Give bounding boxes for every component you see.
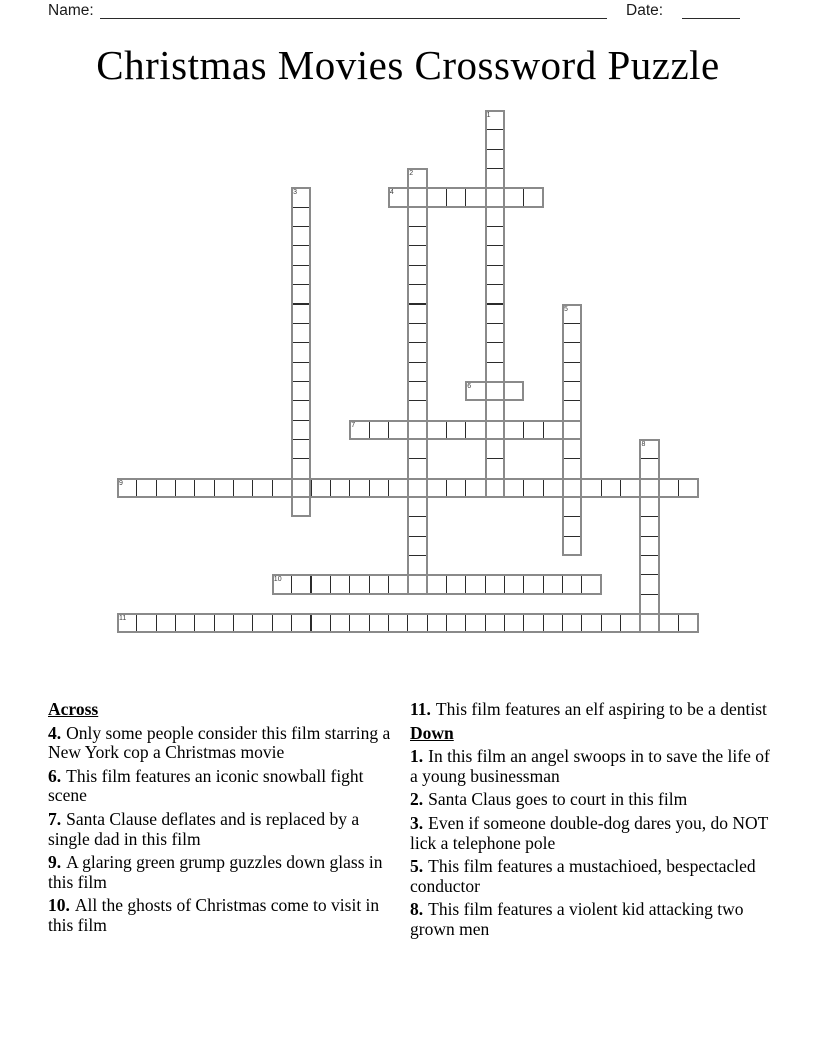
crossword-cell[interactable]: [136, 478, 156, 498]
crossword-cell[interactable]: [427, 613, 447, 633]
name-input-line[interactable]: [100, 2, 607, 19]
crossword-cell[interactable]: [349, 478, 369, 498]
crossword-cell[interactable]: [465, 478, 485, 498]
crossword-cell[interactable]: [252, 478, 272, 498]
crossword-cell[interactable]: [291, 362, 311, 382]
crossword-cell[interactable]: [175, 478, 195, 498]
crossword-cell[interactable]: [581, 478, 601, 498]
clue-text: Santa Clause deflates and is replaced by a single dad in this film: [48, 808, 360, 849]
crossword-cell[interactable]: [523, 187, 543, 207]
crossword-cell[interactable]: [407, 226, 427, 246]
crossword-cell[interactable]: [291, 265, 311, 285]
crossword-cell[interactable]: [311, 613, 331, 633]
crossword-cell[interactable]: [485, 304, 505, 324]
crossword-cell[interactable]: [485, 381, 505, 401]
page-title: Christmas Movies Crossword Puzzle: [96, 42, 720, 88]
crossword-cell[interactable]: [291, 304, 311, 324]
crossword-cell[interactable]: [659, 478, 679, 498]
across-heading: Across: [48, 699, 99, 719]
crossword-cell[interactable]: [620, 613, 640, 633]
crossword-cell[interactable]: [485, 226, 505, 246]
crossword-cell[interactable]: [291, 381, 311, 401]
crossword-cell[interactable]: [272, 478, 292, 498]
crossword-cell[interactable]: [369, 613, 389, 633]
crossword-cell[interactable]: [291, 458, 311, 478]
crossword-cell[interactable]: [407, 478, 427, 498]
crossword-cell[interactable]: [523, 420, 543, 440]
crossword-cell[interactable]: [407, 323, 427, 343]
crossword-cell[interactable]: [407, 497, 427, 517]
crossword-cell[interactable]: [639, 613, 659, 633]
crossword-cell[interactable]: [581, 574, 601, 594]
crossword-cell[interactable]: [407, 613, 427, 633]
crossword-cell[interactable]: [465, 574, 485, 594]
crossword-cell[interactable]: [407, 420, 427, 440]
clue-number-label: 7.: [48, 808, 62, 829]
crossword-cell[interactable]: [407, 536, 427, 556]
crossword-cell[interactable]: [291, 342, 311, 362]
crossword-cell[interactable]: [156, 478, 176, 498]
crossword-cell[interactable]: [291, 284, 311, 304]
crossword-cell[interactable]: [291, 497, 311, 517]
crossword-cell[interactable]: [175, 613, 195, 633]
worksheet-header: [0, 0, 816, 28]
crossword-cell[interactable]: [562, 478, 582, 498]
crossword-cell[interactable]: [330, 478, 350, 498]
crossword-cell[interactable]: [504, 187, 524, 207]
crossword-cell[interactable]: [233, 478, 253, 498]
crossword-cell[interactable]: [562, 420, 582, 440]
clue-number-label: 9.: [48, 852, 62, 873]
crossword-cell[interactable]: [446, 420, 466, 440]
clue-number-label: 4.: [48, 722, 62, 743]
crossword-cell[interactable]: [369, 574, 389, 594]
crossword-cell[interactable]: [427, 574, 447, 594]
crossword-cell[interactable]: [485, 574, 505, 594]
clue-across-9: [48, 853, 398, 892]
crossword-cell[interactable]: [639, 497, 659, 517]
date-input-line[interactable]: [682, 2, 740, 19]
crossword-cell[interactable]: [485, 245, 505, 265]
crossword-cell[interactable]: [562, 497, 582, 517]
crossword-cell[interactable]: [485, 613, 505, 633]
crossword-cell[interactable]: [388, 574, 408, 594]
crossword-cell[interactable]: [504, 574, 524, 594]
crossword-cell[interactable]: [620, 478, 640, 498]
crossword-cell[interactable]: [543, 574, 563, 594]
grid-number-11: 11: [119, 615, 127, 623]
crossword-cell[interactable]: [678, 613, 698, 633]
crossword-cell[interactable]: [562, 342, 582, 362]
crossword-cell[interactable]: [639, 458, 659, 478]
crossword-cell[interactable]: [407, 284, 427, 304]
crossword-cell[interactable]: [504, 420, 524, 440]
crossword-cell[interactable]: [214, 478, 234, 498]
clue-down-2: [410, 790, 774, 810]
crossword-cell[interactable]: [639, 574, 659, 594]
crossword-cell[interactable]: [291, 420, 311, 440]
clues-left-column: [48, 700, 398, 940]
clue-text: This film features an elf aspiring to be a dentist: [435, 699, 767, 719]
crossword-cell[interactable]: [407, 458, 427, 478]
crossword-cell[interactable]: [194, 478, 214, 498]
crossword-cell[interactable]: [485, 207, 505, 227]
crossword-cell[interactable]: [407, 207, 427, 227]
crossword-cell[interactable]: [330, 613, 350, 633]
crossword-cell[interactable]: [504, 478, 524, 498]
crossword-cell[interactable]: [543, 420, 563, 440]
crossword-cell[interactable]: [407, 304, 427, 324]
crossword-cell[interactable]: [291, 613, 311, 633]
crossword-cell[interactable]: [407, 381, 427, 401]
crossword-cell[interactable]: [523, 613, 543, 633]
clue-number-label: 8.: [410, 899, 424, 920]
crossword-cell[interactable]: [562, 439, 582, 459]
crossword-cell[interactable]: [446, 187, 466, 207]
crossword-cell[interactable]: [291, 478, 311, 498]
crossword-cell[interactable]: [291, 323, 311, 343]
clue-down-3: [410, 814, 774, 853]
crossword-cell[interactable]: [446, 613, 466, 633]
crossword-cell[interactable]: [523, 478, 543, 498]
crossword-cell[interactable]: [678, 478, 698, 498]
crossword-cell[interactable]: [562, 323, 582, 343]
crossword-cell[interactable]: [639, 594, 659, 614]
crossword-cell[interactable]: [388, 613, 408, 633]
crossword-cell[interactable]: [581, 613, 601, 633]
clue-down-5: [410, 857, 774, 896]
crossword-cell[interactable]: [562, 362, 582, 382]
clue-text: All the ghosts of Christmas come to visit in this film: [48, 895, 380, 935]
crossword-cell[interactable]: [504, 613, 524, 633]
crossword-cell[interactable]: [291, 439, 311, 459]
clue-text: This film features a mustachioed, bespectacled conductor: [410, 856, 756, 896]
crossword-cell[interactable]: [407, 400, 427, 420]
crossword-cell[interactable]: [562, 613, 582, 633]
grid-number-1: 1: [486, 112, 491, 119]
grid-number-6: 6: [467, 382, 472, 390]
crossword-cell[interactable]: [311, 478, 331, 498]
crossword-cell[interactable]: [136, 613, 156, 633]
crossword-cell[interactable]: [330, 574, 350, 594]
grid-number-9: 9: [119, 479, 123, 487]
crossword-cell[interactable]: [639, 516, 659, 536]
clue-number-label: 6.: [48, 765, 62, 786]
crossword-cell[interactable]: [291, 574, 311, 594]
crossword-cell[interactable]: [233, 613, 253, 633]
down-heading: Down: [410, 722, 454, 743]
crossword-cell[interactable]: [639, 536, 659, 556]
crossword-cell[interactable]: [465, 420, 485, 440]
crossword-cell[interactable]: [214, 613, 234, 633]
crossword-cell[interactable]: [485, 187, 505, 207]
crossword-cell[interactable]: [485, 458, 505, 478]
clue-text: Santa Claus goes to court in this film: [428, 789, 688, 810]
crossword-cell[interactable]: [562, 400, 582, 420]
grid-number-3: 3: [293, 189, 298, 197]
crossword-cell[interactable]: [369, 478, 389, 498]
clue-text: This film features an iconic snowball fight scene: [48, 765, 364, 806]
crossword-cell[interactable]: [523, 574, 543, 594]
crossword-cell[interactable]: [407, 187, 427, 207]
crossword-cell[interactable]: [349, 613, 369, 633]
crossword-cell[interactable]: [291, 245, 311, 265]
crossword-cell[interactable]: [485, 342, 505, 362]
crossword-cell[interactable]: [427, 420, 447, 440]
crossword-cell[interactable]: [272, 613, 292, 633]
crossword-cell[interactable]: [427, 478, 447, 498]
crossword-cell[interactable]: [407, 574, 427, 594]
crossword-cell[interactable]: [407, 439, 427, 459]
clue-across-7: [48, 810, 398, 849]
clue-number-label: 1.: [410, 746, 424, 767]
crossword-cell[interactable]: [407, 555, 427, 575]
grid-number-5: 5: [564, 305, 568, 313]
grid-number-2: 2: [409, 170, 414, 178]
clue-number-label: 11.: [410, 699, 431, 719]
crossword-cell[interactable]: [407, 362, 427, 382]
grid-number-7: 7: [351, 421, 356, 429]
crossword-cell[interactable]: [485, 149, 505, 169]
clue-number-label: 5.: [410, 856, 424, 877]
crossword-cell[interactable]: [291, 400, 311, 420]
crossword-cell[interactable]: [543, 478, 563, 498]
crossword-cell[interactable]: [485, 265, 505, 285]
crossword-cell[interactable]: [465, 187, 485, 207]
crossword-cell[interactable]: [369, 420, 389, 440]
clue-number-label: 10.: [48, 895, 70, 916]
crossword-cell[interactable]: [311, 574, 331, 594]
clue-across-4: [48, 724, 398, 763]
clue-text: A glaring green grump guzzles down glass in this film: [48, 852, 383, 892]
grid-number-4: 4: [389, 189, 394, 197]
date-label: Date:: [626, 2, 664, 19]
clue-text: Only some people consider this film starring a New York cop a Christmas movie: [48, 722, 391, 763]
crossword-cell[interactable]: [291, 226, 311, 246]
crossword-cell[interactable]: [252, 613, 272, 633]
clue-number-label: 2.: [410, 789, 424, 810]
crossword-cell[interactable]: [485, 439, 505, 459]
crossword-cell[interactable]: [562, 536, 582, 556]
grid-number-10: 10: [273, 576, 282, 584]
clue-number-label: 3.: [410, 812, 424, 833]
crossword-cell[interactable]: [407, 245, 427, 265]
crossword-cell[interactable]: [562, 516, 582, 536]
crossword-cell[interactable]: [485, 168, 505, 188]
crossword-cell[interactable]: [504, 381, 524, 401]
crossword-cell[interactable]: [291, 207, 311, 227]
crossword-cell[interactable]: [562, 458, 582, 478]
crossword-cell[interactable]: [465, 613, 485, 633]
crossword-cell[interactable]: [485, 323, 505, 343]
crossword-cell[interactable]: [388, 478, 408, 498]
clue-across-6: [48, 767, 398, 806]
clue-text: This film features a violent kid attacking two grown men: [410, 899, 744, 939]
crossword-cell[interactable]: [485, 420, 505, 440]
crossword-cell[interactable]: [427, 187, 447, 207]
clue-text: In this film an angel swoops in to save the life of a young businessman: [410, 746, 770, 786]
crossword-cell[interactable]: [485, 362, 505, 382]
crossword-cell[interactable]: [156, 613, 176, 633]
crossword-cell[interactable]: [446, 478, 466, 498]
crossword-cell[interactable]: [349, 574, 369, 594]
clue-across-11: [410, 700, 774, 720]
clue-down-1: [410, 747, 774, 786]
crossword-cell[interactable]: [543, 613, 563, 633]
crossword-grid: [117, 110, 699, 634]
crossword-cell[interactable]: [407, 265, 427, 285]
crossword-cell[interactable]: [562, 381, 582, 401]
crossword-cell[interactable]: [659, 613, 679, 633]
crossword-cell[interactable]: [485, 129, 505, 149]
clue-across-10: [48, 896, 398, 935]
clues-right-column: [410, 700, 774, 944]
crossword-cell[interactable]: [388, 420, 408, 440]
name-label: Name:: [48, 2, 94, 19]
crossword-cell[interactable]: [407, 516, 427, 536]
crossword-cell[interactable]: [446, 574, 466, 594]
crossword-cell[interactable]: [601, 613, 621, 633]
crossword-cell[interactable]: [485, 478, 505, 498]
crossword-cell[interactable]: [639, 555, 659, 575]
crossword-cell[interactable]: [485, 400, 505, 420]
grid-number-8: 8: [641, 440, 646, 448]
crossword-cell[interactable]: [194, 613, 214, 633]
crossword-cell[interactable]: [601, 478, 621, 498]
clue-down-8: [410, 900, 774, 939]
crossword-cell[interactable]: [485, 284, 505, 304]
clue-text: Even if someone double-dog dares you, do NOT lick a telephone pole: [410, 812, 769, 853]
crossword-cell[interactable]: [562, 574, 582, 594]
crossword-cell[interactable]: [639, 478, 659, 498]
crossword-cell[interactable]: [407, 342, 427, 362]
